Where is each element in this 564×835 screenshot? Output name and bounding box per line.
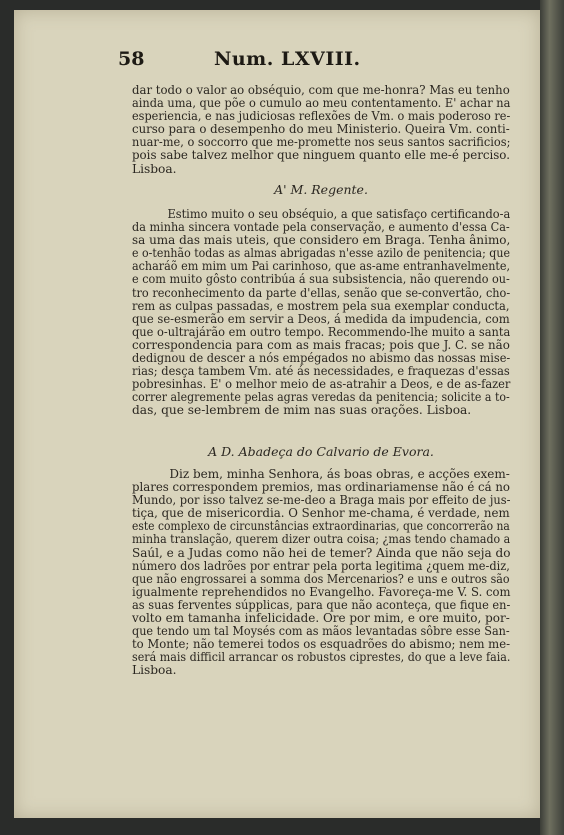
text-line: igualmente reprehendidos no Evangelho. Favoreça-me V. S. com [132, 584, 511, 599]
text-line: volto em tamanha infelicidade. Ore por mim, e ore muito, por- [132, 611, 510, 626]
text-line: curso para o desempenho do meu Ministerio. Queira Vm. conti- [132, 122, 510, 137]
text-line: Diz bem, minha Senhora, ás boas obras, e acções exem- [169, 467, 510, 481]
text-line: pobresinhas. E' o melhor meio de as-atrahir a Deos, e de as-fazer [132, 377, 511, 392]
text-line: que se-esmerão em servir a Deos, á medida da impudencia, com [132, 311, 510, 326]
text-line: Lisboa. [132, 161, 177, 176]
text-line: pois sabe talvez melhor que ninguem quanto elle me-é perciso. [132, 148, 510, 163]
text-line: correr alegremente pelas agras veredas da penitencia; solicite a to- [132, 390, 510, 405]
text-line: rem as culpas passadas, e mostrem pela sua exemplar conducta, [132, 298, 510, 313]
text-line: minha translação, querem dizer outra coisa; ¿mas tendo chamado a [132, 532, 511, 547]
page-edge [540, 0, 564, 835]
letter-3-heading: A D. Abadeça do Calvario de Evora. [208, 444, 434, 459]
text-line: dedignou de descer a nós empégados no abismo das nossas mise- [132, 351, 511, 366]
text-line: da minha sincera vontade pela conservação, e aumento d'essa Ca- [132, 220, 510, 235]
text-line: dar todo o valor ao obséquio, com que me-honra? Mas eu tenho [132, 83, 510, 97]
text-line: que tendo um tal Moysés com as mãos levantadas sôbre esse San- [132, 624, 510, 639]
text-line: ainda uma, que põe o cumulo ao meu contentamento. E' achar na [132, 96, 511, 111]
text-line: rias; desça tambem Vm. até ás necessidades, e fraquezas d'essas [132, 364, 510, 379]
text-line: tro reconhecimento da parte d'ellas, senão que se-convertão, cho- [132, 285, 511, 300]
text-line: que não engrossarei a somma dos Mercenarios? e uns e outros são [132, 571, 510, 586]
text-line: será mais difficil arrancar os robustos ciprestes, do que a leve faia. [132, 650, 511, 665]
text-line: das, que se-lembrem de mim nas suas orações. Lisboa. [132, 403, 472, 418]
text-line: acharáõ em mim um Pai carinhoso, que as-ame entranhavelmente, [132, 259, 511, 274]
text-line: Estimo muito o seu obséquio, a que satisfaço certificando-a [167, 207, 511, 221]
text-line: correspondencia para com as mais fracas; pois que J. C. se não [132, 337, 510, 352]
page-number: 58 [118, 48, 145, 70]
text-line: as suas ferventes súpplicas, para que não aconteça, que fique en- [132, 597, 511, 612]
page-title: Num. LXVIII. [214, 48, 361, 70]
text-line: que o-ultrajárão em outro tempo. Recommendo-lhe muito a santa [132, 324, 511, 339]
text-line: e com muito gôsto contribúa á sua subsistencia, não querendo ou- [132, 272, 510, 287]
letter-3-body [132, 468, 510, 678]
text-line: Lisboa. [132, 663, 177, 678]
text-line: tiça, que de misericordia. O Senhor me-chama, é verdade, nem [132, 506, 510, 521]
text-line: número dos ladrões por entrar pela porta legitima ¿quem me-diz, [132, 558, 510, 573]
text-line: sa uma das mais uteis, que considero em Braga. Tenha ânimo, [132, 233, 511, 248]
text-line: plares correspondem premios, mas ordinariamense não é cá no [132, 480, 510, 495]
letter-1-body [132, 84, 510, 176]
letter-2-heading: A' M. Regente. [274, 182, 368, 197]
text-line: to Monte; não temerei todos os esquadrões do abismo; nem me- [132, 637, 511, 652]
text-line: este complexo de circunstâncias extraordinarias, que concorrerão na [132, 519, 510, 534]
text-line: e o-tenhão todas as almas abrigadas n'esse azilo de penitencia; que [132, 246, 510, 261]
text-line: Mundo, por isso talvez se-me-deo a Braga mais por effeito de jus- [132, 493, 511, 508]
text-line: Saúl, e a Judas como não hei de temer? Ainda que não seja do [132, 545, 511, 560]
text-line: esperiencia, e nas judiciosas reflexões de Vm. o mais poderoso re- [132, 109, 511, 124]
page-header [118, 48, 388, 76]
letter-2-body [132, 208, 510, 418]
text-line: nuar-me, o soccorro que me-promette nos seus santos sacrificios; [132, 135, 511, 150]
